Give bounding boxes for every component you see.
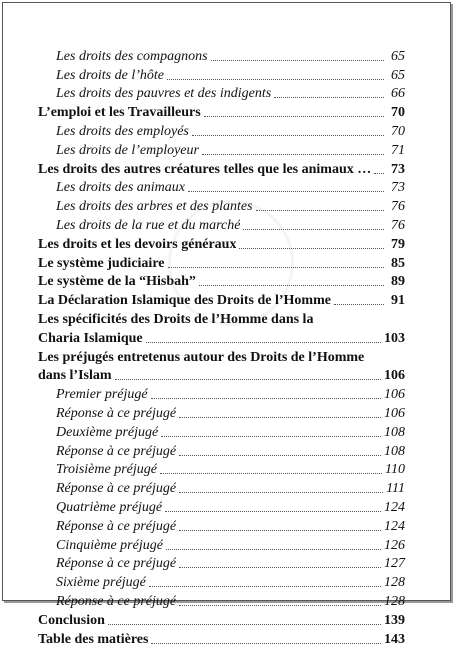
leader-dots (243, 229, 384, 230)
leader-dots (239, 248, 384, 249)
toc-entry-page: 139 (384, 612, 405, 628)
toc-entry-title: Réponse à ce préjugé (56, 405, 177, 421)
toc-subentry[interactable] (38, 441, 405, 460)
toc-subentry[interactable] (38, 478, 405, 497)
toc-subentry[interactable] (38, 535, 405, 554)
toc-entry-page: 106 (384, 405, 405, 421)
toc-entry-title: L’emploi et les Travailleurs (38, 105, 201, 121)
leader-dots (167, 79, 384, 80)
toc-entry[interactable] (38, 102, 405, 121)
toc-subentry[interactable] (38, 121, 405, 140)
toc-entry[interactable] (38, 610, 405, 629)
toc-subentry[interactable] (38, 591, 405, 610)
toc-entry-page: 128 (384, 575, 405, 591)
leader-dots (151, 643, 381, 644)
toc-entry[interactable] (38, 290, 405, 309)
toc-entry-title: Le système judiciaire (38, 255, 165, 271)
table-of-contents (38, 46, 405, 648)
toc-entry-title-line1: Les spécificités des Droits de l’Homme dans la (38, 311, 314, 327)
toc-entry[interactable] (38, 234, 405, 253)
leader-dots (179, 417, 381, 418)
toc-entry-page: 108 (384, 443, 405, 459)
toc-subentry[interactable] (38, 196, 405, 215)
toc-entry[interactable] (38, 629, 405, 648)
toc-entry-title: Conclusion (38, 612, 105, 628)
toc-entry-page: 65 (391, 67, 405, 83)
leader-dots (161, 436, 381, 437)
toc-entry-title: Réponse à ce préjugé (56, 481, 177, 497)
toc-entry-page: 70 (391, 123, 405, 139)
leader-dots (149, 586, 381, 587)
toc-subentry[interactable] (38, 384, 405, 403)
toc-entry-title: Sixième préjugé (56, 575, 146, 591)
toc-subentry[interactable] (38, 178, 405, 197)
toc-subentry[interactable] (38, 460, 405, 479)
toc-entry[interactable] (38, 253, 405, 272)
toc-entry-page: 73 (391, 180, 405, 196)
toc-entry-multiline[interactable] (38, 309, 405, 347)
toc-entry-title: Cinquième préjugé (56, 537, 163, 553)
leader-dots (179, 492, 383, 493)
toc-entry-title: Réponse à ce préjugé (56, 518, 177, 534)
toc-entry-page: 65 (391, 48, 405, 64)
toc-entry-title: Les droits des autres créatures telles que les animaux … (38, 161, 372, 177)
toc-entry-title: Les droits des compagnons (56, 48, 208, 64)
leader-dots (374, 173, 384, 174)
toc-subentry[interactable] (38, 84, 405, 103)
toc-entry-page: 108 (384, 424, 405, 440)
toc-entry-page: 106 (384, 387, 405, 403)
leader-dots (334, 304, 384, 305)
leader-dots (192, 135, 384, 136)
leader-dots (179, 567, 381, 568)
toc-subentry[interactable] (38, 403, 405, 422)
leader-dots (160, 473, 382, 474)
leader-dots (179, 455, 381, 456)
toc-entry-title: Les droits et les devoirs généraux (38, 236, 237, 252)
toc-entry[interactable] (38, 272, 405, 291)
leader-dots (199, 285, 384, 286)
toc-entry-page: 124 (384, 499, 405, 515)
toc-entry-title: La Déclaration Islamique des Droits de l’Homme (38, 293, 331, 309)
toc-entry-title: Premier préjugé (56, 387, 148, 403)
toc-entry-title: Les droits des animaux (56, 180, 185, 196)
toc-entry[interactable] (38, 159, 405, 178)
toc-subentry[interactable] (38, 140, 405, 159)
toc-entry-title: Les droits de l’hôte (56, 67, 164, 83)
toc-entry-page: 126 (384, 537, 405, 553)
leader-dots (211, 60, 384, 61)
toc-entry-title-line1: Les préjugés entretenus autour des Droits de l’Homme (38, 349, 365, 365)
toc-entry-title: Réponse à ce préjugé (56, 593, 177, 609)
toc-entry-title: Le système de la “Hisbah” (38, 274, 196, 290)
toc-entry-page: 103 (384, 330, 405, 346)
leader-dots (151, 398, 381, 399)
toc-entry-title: Les droits des employés (56, 123, 189, 139)
toc-subentry[interactable] (38, 422, 405, 441)
toc-subentry[interactable] (38, 554, 405, 573)
leader-dots (146, 342, 381, 343)
leader-dots (108, 624, 381, 625)
toc-subentry[interactable] (38, 65, 405, 84)
toc-entry-title: Les droits de l’employeur (56, 142, 199, 158)
toc-entry-page: 127 (384, 556, 405, 572)
toc-entry-page: 73 (391, 161, 405, 177)
toc-subentry[interactable] (38, 497, 405, 516)
toc-subentry[interactable] (38, 215, 405, 234)
toc-entry-title: Charia Islamique (38, 330, 143, 346)
toc-entry-title: Quatrième préjugé (56, 499, 163, 515)
toc-entry-page: 110 (385, 462, 405, 478)
toc-entry-page: 66 (391, 86, 405, 102)
toc-subentry[interactable] (38, 516, 405, 535)
leader-dots (188, 191, 384, 192)
leader-dots (256, 210, 384, 211)
toc-entry-page: 128 (384, 593, 405, 609)
toc-entry-page: 85 (391, 255, 405, 271)
toc-entry-title: Les droits des pauvres et des indigents (56, 86, 272, 102)
toc-entry-page: 70 (391, 105, 405, 121)
toc-entry-page: 79 (391, 236, 405, 252)
leader-dots (165, 511, 381, 512)
toc-subentry[interactable] (38, 46, 405, 65)
toc-entry-page: 71 (391, 142, 405, 158)
leader-dots (166, 549, 381, 550)
toc-entry-title: Troisième préjugé (56, 462, 157, 478)
leader-dots (179, 530, 381, 531)
toc-subentry[interactable] (38, 572, 405, 591)
leader-dots (204, 116, 384, 117)
toc-entry-page: 76 (391, 199, 405, 215)
toc-entry-title: Réponse à ce préjugé (56, 443, 177, 459)
toc-entry-title: Table des matières (38, 631, 149, 647)
toc-entry-page: 76 (391, 217, 405, 233)
toc-entry-page: 111 (386, 481, 405, 497)
toc-entry-page: 106 (384, 368, 405, 384)
leader-dots (202, 154, 384, 155)
leader-dots (168, 267, 385, 268)
toc-entry-page: 91 (391, 293, 405, 309)
toc-entry-title: Les droits des arbres et des plantes (56, 199, 253, 215)
toc-entry-title: dans l’Islam (38, 368, 112, 384)
toc-entry-title: Deuxième préjugé (56, 424, 159, 440)
toc-entry-title: Les droits de la rue et du marché (56, 217, 241, 233)
toc-entry-page: 124 (384, 518, 405, 534)
toc-entry-page: 143 (384, 631, 405, 647)
toc-entry-multiline[interactable] (38, 347, 405, 385)
leader-dots (115, 379, 381, 380)
leader-dots (274, 97, 384, 98)
toc-entry-title: Réponse à ce préjugé (56, 556, 177, 572)
toc-entry-page: 89 (391, 274, 405, 290)
